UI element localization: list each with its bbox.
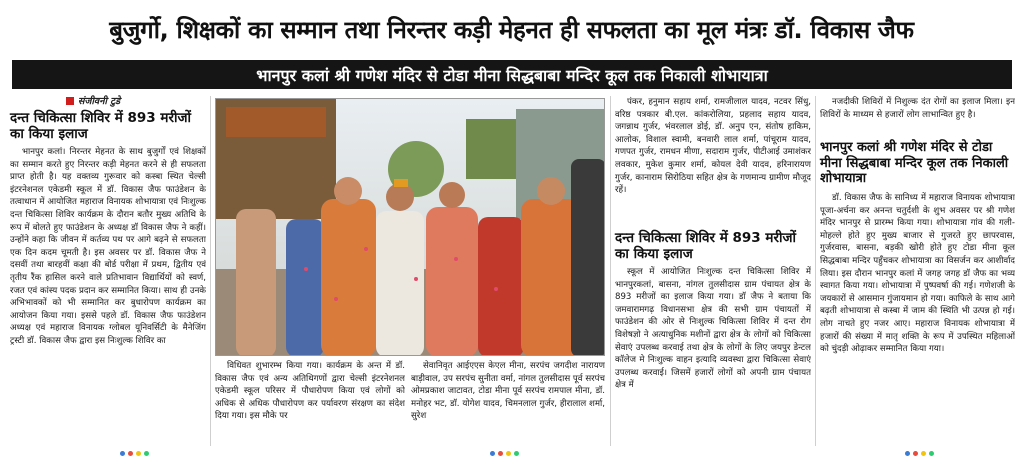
dot (921, 451, 926, 456)
col1-paragraph: भानपुर कलां। निरन्तर मेहनत के साथ बुजुर्गों एवं शिक्षकों का सम्मान करते हुए निरन्तर कड़ी मेहनत करने से ही सफलता प्राप्त होती है। यह वक्तव्य गुरूवार को कस्बा स्थित चेल्सी इंटरनेशनल एकेडमी स्कूल में डॉ. विकास जैफ फाउंडेशन के तत्वाधान में आयोजित महाराज विनायक शोभायात्रा एवं निःशुल्क दन्त चिकित्सा शिविर कार्यक्रम के दौरान बतौर मुख्य अतिथि के रूप में बोलते हुए फाउंडेशन के अध्यक्ष डॉ विकास जैफ ने कहीं। उन्होंने कहा कि जीवन में कर्तव्य पथ पर आगे बढ़ने से सफलता एक दिन कदम चूमती है। इस अवसर पर डॉ. विकास जैफ ने दसवीं तथा बारहवीं कक्षा की बोर्ड परीक्षा में प्रथम, द्वितीय एवं तृतीय रैंक हासिल करने वाले प्रतिभावान विद्यार्थियों को स्वर्ण, रजत एवं कांस्य पदक प्रदान कर सम्मानित किया। साथ ही उनके अभिभावकों को भी सम्मानित कर बुधारोपण कार्यक्रम का आयोजन किया गया। इससे पहले डॉ. विकास जैफ फाउंडेशन अध्यक्ष एवं महाराज विनायक ग्लोबल यूनिवर्सिटी के मैनेजिंग ट्रस्टी डॉ. विकास जैफ द्वारा इस निःशुल्क शिविर का (10, 147, 206, 346)
dot (506, 451, 511, 456)
dot (128, 451, 133, 456)
dot (498, 451, 503, 456)
col3-paragraph: स्कूल में आयोजित निःशुल्क दन्त चिकित्सा शिविर में भानपुरकलां, बासना, नांगल तुलसीदास ग्राम पंचायत क्षेत्र के 893 मरीजों का इलाज किया गया। डॉ जैफ ने बताया कि जमवारामगढ़ विधानसभा क्षेत्र की सभी ग्राम पंचायतों में फाउंडेशन की ओर से निःशुल्क चिकित्सा शिविर में दन्त रोग विशेषज्ञो ने अत्याधुनिक मशीनों द्वारा क्षेत्र के लोगों को चिकित्सा सेवाएं उपलब्ध करवाई तथा क्षेत्र के लोगों के लिए जयपुर डेन्टल कॉलेज मे निःशुल्क वाहन इत्यादि व्यवस्था द्वारा चिकित्सा सेवाएं उपलब्ध करवाई। जिसमें हजारों लोगों को अपनी ग्राम पंचायत क्षेत्र में (615, 267, 811, 391)
column-divider (610, 96, 611, 446)
page-dots (905, 451, 934, 456)
page-dots (120, 451, 149, 456)
col4-top-text (820, 96, 1015, 136)
dot (913, 451, 918, 456)
byline (66, 94, 120, 107)
col4-paragraph: डॉ. विकास जैफ के सानिध्य में महाराज विनायक शोभायात्रा पूजा-अर्चना कर अनन्त चतुर्दशी के शुभ अवसर पर श्री गणेश मंदिर भानपुर से प्रारम्भ किया गया। शोभायात्रा गांव की गली-मोहल्ले होते हुए मुख्य बाजार से गुजरते हुए छापरवास, गुर्जरवास, बासना, बड़की खोरी होते हुए टोडा मीना कूल सिद्धबाबा मन्दिर पहुँचकर शोभायात्रा का विसर्जन कर आशीर्वाद लिया। इस दौरान भानपुर कलां में जगह जगह डॉ जैफ का भव्य स्वागत किया गया। शोभायात्रा में पुष्पवर्षा की गई। गणेशजी के जयकारों से आसमान गुंजायमान हो गया। काफिले के साथ आगे बढ़ती शोभायात्रा से कस्बा में जाम की स्थिति भी उत्पन्न हो गई। लोग नाचते हुए नजर आए। महाराज विनायक शोभायात्रा में हजारों की संख्या में मातृ शक्ति के रूप में उपस्थित महिलाओं को चुंदड़ी ओढ़ाकर सम्मानित किया गया। (820, 193, 1015, 355)
column-divider (210, 96, 211, 446)
col4-text (820, 192, 1015, 446)
dot (144, 451, 149, 456)
subheadline-banner: भानपुर कलां श्री गणेश मंदिर से टोडा मीना सिद्धबाबा मन्दिर कूल तक निकाली शोभायात्रा (12, 60, 1012, 89)
byline-square-icon (66, 97, 74, 105)
col3-top-paragraph: पंकर, हनुमान सहाय शर्मा, रामजीलाल यादव, नटवर सिंधु, वरिष्ठ पत्रकार बी.एल. कांकरोलिया, प्रहलाद सहाय यादव, जगन्नाथ गुर्जर, भंवरलाल डोई, डॉ. अनुप एन, संतोष हाकिम, आलोक, विशाल स्वामी, बनवारी लाल शर्मा, पांचूराम यादव, गणपत गुर्जर, रामधन मीणा, सदाराम गुर्जर, पीटीआई उमाशंकर लवकार, मुकेश कुमार शर्मा, कोयल देवी यादव, हरिनारायण गुर्जर, कानाराम सिरोठिया सहित क्षेत्र के गणमान्य ग्रामीण मौजूद रहें। (615, 97, 811, 196)
col3-heading: दन्त चिकित्सा शिविर में 893 मरीजों का किया इलाज (615, 230, 796, 262)
below-photo-left-paragraph: विधिवत शुभारम्भ किया गया। कार्यक्रम के अन्त में डॉ. विकास जैफ एवं अन्य अतिथिगणों द्वारा चेल्सी इंटरनेशनल एकेडमी स्कूल परिसर में पौधारोपण किया एवं लोगों को अधिक से अधिक पौधारोपण कर पर्यावरण संरक्षण का संदेश दिया गया। इस मौके पर (215, 361, 405, 422)
below-photo-right-paragraph: सेवानिवृत आईएएस केएल मीना, सरपंच जगदीश नारायण बाड़ीवाल, उप सरपंच सुनीता वर्मा, नांगल तुलसीदास पूर्व सरपंच ओमप्रकाश जाटावत, टोडा मीना पूर्व सरपंच रामपाल मीना, डॉ. मनोहर भट, डॉ. योगेश यादव, चिमनलाल गुर्जर, हीरालाल शर्मा, सुरेश (411, 361, 605, 422)
col1-text (10, 146, 206, 444)
dot (136, 451, 141, 456)
col4-heading: भानपुर कलां श्री गणेश मंदिर से टोडा मीना सिद्धबाबा मन्दिर कूल तक निकाली शोभायात्रा (820, 140, 1009, 186)
procession-photo-graphic (216, 99, 605, 356)
dot (514, 451, 519, 456)
page-dots (490, 451, 519, 456)
dot (490, 451, 495, 456)
column-divider (815, 96, 816, 446)
headline: बुजुर्गो, शिक्षकों का सम्मान तथा निरन्तर कड़ी मेहनत ही सफलता का मूल मंत्रः डॉ. विकास जैफ (109, 15, 914, 44)
col3-text (615, 266, 811, 446)
col3-top-text (615, 96, 811, 224)
dot (120, 451, 125, 456)
dot (929, 451, 934, 456)
col4-top-paragraph: नजदीकी शिविरों में निशुल्क दंत रोगों का इलाज मिला। इन शिविरों के माध्यम से हजारों लोग लाभान्वित हुए है। (820, 97, 1015, 120)
col1-heading: दन्त चिकित्सा शिविर में 893 मरीजों का किया इलाज (10, 110, 191, 142)
below-photo-right-text (411, 360, 605, 444)
procession-photo (215, 98, 605, 356)
byline-text: संजीवनी टुडे (78, 96, 121, 107)
dot (905, 451, 910, 456)
below-photo-left-text (215, 360, 405, 444)
